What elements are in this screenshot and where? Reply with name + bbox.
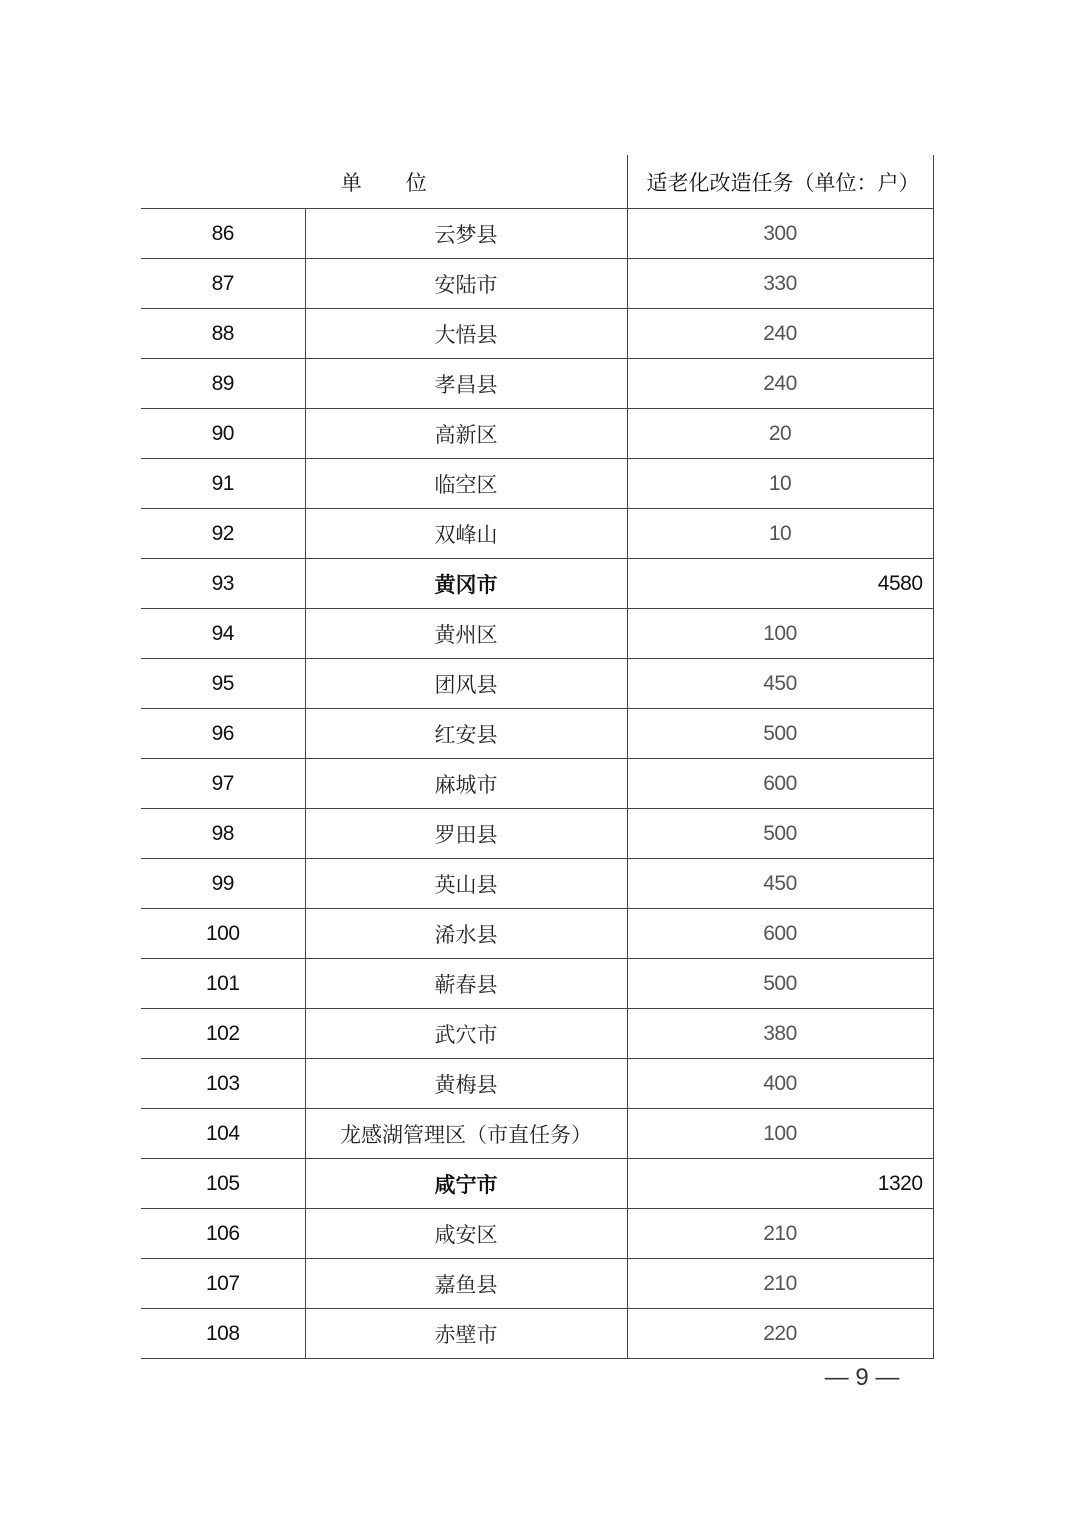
- table-row: [141, 809, 933, 859]
- row-number: 89: [141, 359, 305, 409]
- row-unit-name: 黄梅县: [305, 1059, 627, 1109]
- row-unit-name: 红安县: [305, 709, 627, 759]
- row-number: 97: [141, 759, 305, 809]
- row-unit-name: 孝昌县: [305, 359, 627, 409]
- table-row: [141, 909, 933, 959]
- table-row: [141, 359, 933, 409]
- row-task-value: 450: [627, 659, 933, 709]
- row-task-value: 210: [627, 1209, 933, 1259]
- row-unit-name: 咸宁市: [305, 1159, 627, 1209]
- row-number: 100: [141, 909, 305, 959]
- row-unit-name: 高新区: [305, 409, 627, 459]
- row-unit-name: 临空区: [305, 459, 627, 509]
- row-task-value: 330: [627, 259, 933, 309]
- row-number: 90: [141, 409, 305, 459]
- table-row: [141, 1059, 933, 1109]
- header-unit-part1: 单: [340, 170, 362, 195]
- table-row: [141, 409, 933, 459]
- row-task-value: 220: [627, 1309, 933, 1359]
- table-row: [141, 509, 933, 559]
- row-number: 101: [141, 959, 305, 1009]
- row-task-value: 500: [627, 709, 933, 759]
- row-number: 87: [141, 259, 305, 309]
- task-table: [141, 155, 934, 1359]
- row-number: 94: [141, 609, 305, 659]
- table-row-city: [141, 559, 933, 609]
- row-unit-name: 黄冈市: [305, 559, 627, 609]
- row-number: 104: [141, 1109, 305, 1159]
- row-number: 88: [141, 309, 305, 359]
- row-task-value: 100: [627, 1109, 933, 1159]
- row-unit-name: 大悟县: [305, 309, 627, 359]
- row-number: 102: [141, 1009, 305, 1059]
- row-task-value: 500: [627, 959, 933, 1009]
- row-number: 103: [141, 1059, 305, 1109]
- row-task-value: 4580: [627, 559, 933, 609]
- row-unit-name: 嘉鱼县: [305, 1259, 627, 1309]
- header-unit-part2: 位: [405, 170, 427, 195]
- table-row-city: [141, 1159, 933, 1209]
- table-row: [141, 959, 933, 1009]
- row-task-value: 210: [627, 1259, 933, 1309]
- row-task-value: 500: [627, 809, 933, 859]
- row-number: 106: [141, 1209, 305, 1259]
- row-task-value: 100: [627, 609, 933, 659]
- row-unit-name: 黄州区: [305, 609, 627, 659]
- page-number: — 9 —: [824, 1364, 900, 1391]
- row-number: 92: [141, 509, 305, 559]
- table-row: [141, 459, 933, 509]
- row-number: 86: [141, 209, 305, 259]
- table-row: [141, 309, 933, 359]
- row-unit-name: 浠水县: [305, 909, 627, 959]
- row-number: 107: [141, 1259, 305, 1309]
- table-body: [141, 209, 933, 1359]
- table-row: [141, 1109, 933, 1159]
- row-number: 91: [141, 459, 305, 509]
- row-number: 96: [141, 709, 305, 759]
- row-unit-name: 武穴市: [305, 1009, 627, 1059]
- header-row: [141, 155, 933, 209]
- row-number: 105: [141, 1159, 305, 1209]
- row-task-value: 380: [627, 1009, 933, 1059]
- row-task-value: 600: [627, 909, 933, 959]
- table-row: [141, 1309, 933, 1359]
- table-row: [141, 759, 933, 809]
- row-task-value: 450: [627, 859, 933, 909]
- table-row: [141, 609, 933, 659]
- header-task: 适老化改造任务（单位：户）: [627, 155, 933, 209]
- row-unit-name: 龙感湖管理区（市直任务）: [305, 1109, 627, 1159]
- row-number: 98: [141, 809, 305, 859]
- row-task-value: 10: [627, 509, 933, 559]
- row-task-value: 400: [627, 1059, 933, 1109]
- row-task-value: 1320: [627, 1159, 933, 1209]
- row-number: 108: [141, 1309, 305, 1359]
- header-unit: [141, 155, 627, 209]
- row-unit-name: 云梦县: [305, 209, 627, 259]
- row-unit-name: 英山县: [305, 859, 627, 909]
- row-task-value: 600: [627, 759, 933, 809]
- row-task-value: 300: [627, 209, 933, 259]
- row-unit-name: 咸安区: [305, 1209, 627, 1259]
- row-task-value: 10: [627, 459, 933, 509]
- row-unit-name: 安陆市: [305, 259, 627, 309]
- row-task-value: 240: [627, 359, 933, 409]
- table-row: [141, 1209, 933, 1259]
- table-row: [141, 1009, 933, 1059]
- row-unit-name: 蕲春县: [305, 959, 627, 1009]
- row-number: 99: [141, 859, 305, 909]
- row-task-value: 240: [627, 309, 933, 359]
- row-unit-name: 麻城市: [305, 759, 627, 809]
- row-unit-name: 赤壁市: [305, 1309, 627, 1359]
- table-row: [141, 209, 933, 259]
- row-number: 93: [141, 559, 305, 609]
- table-row: [141, 859, 933, 909]
- table-row: [141, 659, 933, 709]
- table-row: [141, 259, 933, 309]
- row-unit-name: 双峰山: [305, 509, 627, 559]
- table-header: [141, 155, 933, 209]
- row-unit-name: 团风县: [305, 659, 627, 709]
- row-number: 95: [141, 659, 305, 709]
- row-task-value: 20: [627, 409, 933, 459]
- table-row: [141, 709, 933, 759]
- table-row: [141, 1259, 933, 1309]
- row-unit-name: 罗田县: [305, 809, 627, 859]
